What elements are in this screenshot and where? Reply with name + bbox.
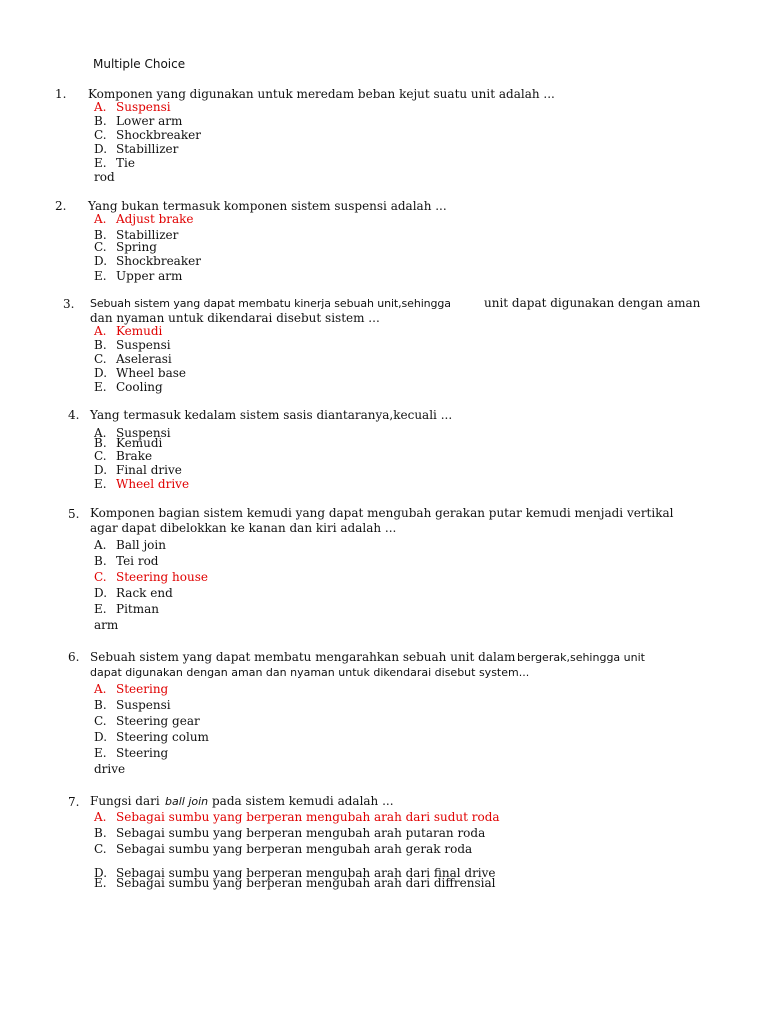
question-text-italic-term: ball join (165, 795, 209, 808)
question-number: 2. (55, 199, 67, 213)
option-d: D. Rack end (94, 586, 173, 600)
question-text: Komponen yang digunakan untuk meredam beban kejut suatu unit adalah ... (88, 87, 555, 101)
question-text-part-1: Sebuah sistem yang dapat membatu kinerja sebuah unit,sehingga (90, 297, 451, 310)
option-a: A. Suspensi (94, 426, 171, 440)
option-d: D. Wheel base (94, 366, 187, 380)
option-a: A. Sebagai sumbu yang berperan mengubah arah dari sudut roda (94, 810, 500, 824)
option-a: A. Ball join (94, 538, 166, 552)
option-b: B. Suspensi (94, 698, 171, 712)
option-e: E. Wheel drive (94, 477, 190, 491)
question-number: 7. (68, 795, 80, 809)
option-d: D. Steering colum (94, 730, 209, 744)
question-text: Yang bukan termasuk komponen sistem suspensi adalah ... (88, 199, 447, 213)
question-number: 3. (63, 297, 75, 311)
option-e: E. Sebagai sumbu yang berperan mengubah arah dari diffrensial (94, 876, 496, 890)
option-c: C. Brake (94, 449, 153, 463)
option-b: B. Kemudi (94, 436, 163, 450)
option-a: A. Kemudi (94, 324, 163, 338)
question-text-part-2: unit dapat digunakan dengan aman (484, 296, 701, 310)
option-e-continuation: drive (94, 762, 126, 776)
question-number: 1. (55, 87, 67, 101)
option-e-continuation: arm (94, 618, 119, 632)
question-text: Yang termasuk kedalam sistem sasis diantaranya,kecuali ... (90, 408, 453, 422)
option-b: B. Suspensi (94, 338, 171, 352)
option-d: D. Shockbreaker (94, 254, 201, 268)
question-text-part-2: bergerak,sehingga unit (517, 651, 645, 664)
option-e: E. Tie (94, 156, 135, 170)
question-number: 4. (68, 408, 80, 422)
question-text-part-1: Fungsi dari (90, 794, 160, 808)
question-text-line-2: dan nyaman untuk dikendarai disebut sistem ... (90, 311, 380, 325)
option-c: C. Steering gear (94, 714, 200, 728)
option-e: E. Steering (94, 746, 169, 760)
option-b: B. Lower arm (94, 114, 183, 128)
option-c: C. Spring (94, 240, 157, 254)
option-e: E. Cooling (94, 380, 163, 394)
question-number: 6. (68, 650, 80, 664)
question-text: Komponen bagian sistem kemudi yang dapat mengubah gerakan putar kemudi menjadi vertikal (90, 506, 674, 520)
option-a: A. Suspensi (94, 100, 171, 114)
question-text-part-1: Sebuah sistem yang dapat membatu mengarahkan sebuah unit dalam (90, 650, 516, 664)
question-text-line-2: dapat digunakan dengan aman dan nyaman untuk dikendarai disebut system... (90, 666, 530, 679)
option-c: C. Sebagai sumbu yang berperan mengubah arah gerak roda (94, 842, 473, 856)
option-c: C. Shockbreaker (94, 128, 201, 142)
option-a: A. Adjust brake (94, 212, 194, 226)
option-e: E. Pitman (94, 602, 159, 616)
question-text-part-2: pada sistem kemudi adalah ... (212, 794, 394, 808)
question-number: 5. (68, 507, 80, 521)
option-d: D. Final drive (94, 463, 182, 477)
option-b: B. Sebagai sumbu yang berperan mengubah arah putaran roda (94, 826, 486, 840)
question-text-line-2: agar dapat dibelokkan ke kanan dan kiri adalah ... (90, 521, 397, 535)
option-c: C. Aselerasi (94, 352, 172, 366)
option-b: B. Tei rod (94, 554, 159, 568)
option-d: D. Sebagai sumbu yang berperan mengubah arah dari final drive (94, 866, 496, 880)
option-b: B. Stabillizer (94, 228, 179, 242)
option-d: D. Stabillizer (94, 142, 179, 156)
option-a: A. Steering (94, 682, 169, 696)
section-heading: Multiple Choice (93, 57, 186, 71)
option-e-continuation: rod (94, 170, 115, 184)
option-c: C. Steering house (94, 570, 208, 584)
option-e: E. Upper arm (94, 269, 183, 283)
